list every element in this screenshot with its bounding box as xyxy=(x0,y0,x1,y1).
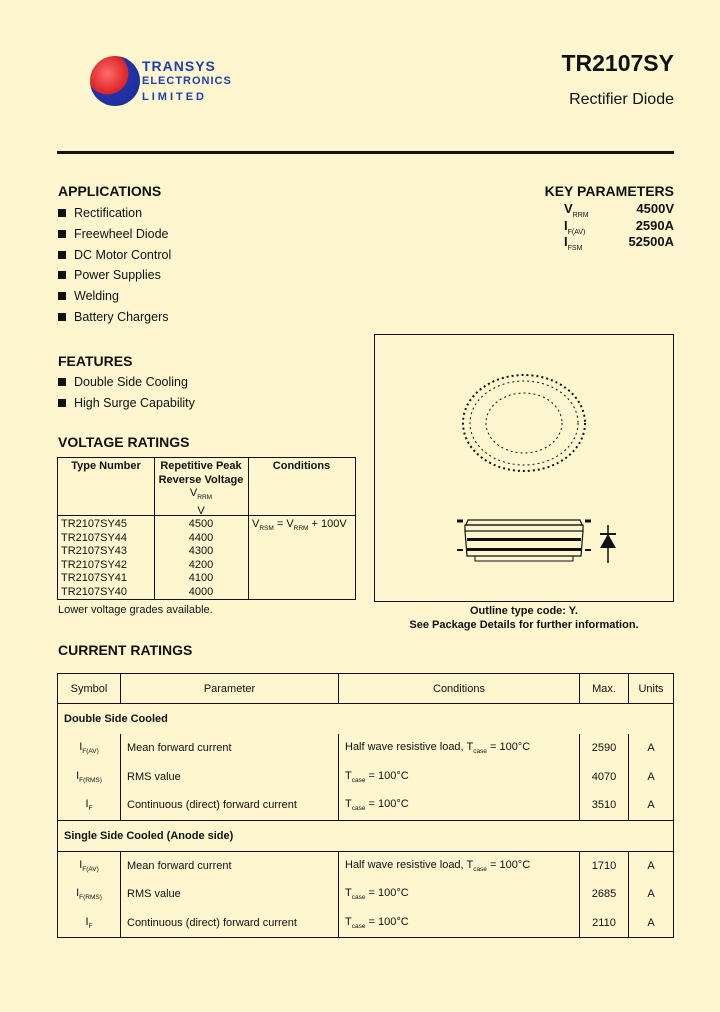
bullet-icon xyxy=(58,209,66,217)
table-header-row: Symbol Parameter Conditions Max. Units xyxy=(58,674,674,704)
part-subtitle: Rectifier Diode xyxy=(569,91,674,108)
bullet-icon xyxy=(58,292,66,300)
table-row: $I_{F(RMS)}$ RMS value $T_{case} = 100^\circ C$ 4070 A xyxy=(58,763,674,792)
globe-logo-icon xyxy=(90,56,140,106)
outline-caption-2: See Package Details for further information. xyxy=(409,619,639,631)
voltage-note: Lower voltage grades available. xyxy=(58,604,213,616)
bullet-icon xyxy=(58,399,66,407)
vt-header-type: Type Number xyxy=(71,460,141,472)
table-row: TR2107SY41 xyxy=(61,572,128,584)
table-row: $I_{F(RMS)}$ RMS value $T_{case} = 100^\circ C$ 2685 A xyxy=(58,880,674,909)
logo-line-2: ELECTRONICS xyxy=(142,75,232,87)
key-param-row: $I_{FSM}$ 52500A xyxy=(564,234,674,252)
application-item: Freewheel Diode xyxy=(58,224,171,245)
package-drawing xyxy=(375,335,672,600)
company-logo xyxy=(90,56,232,111)
feature-item: High Surge Capability xyxy=(58,393,195,414)
vt-header-conditions: Conditions xyxy=(272,460,331,472)
table-row: $I_{F(AV)}$ Mean forward current Half wave resistive load, $T_{case} = 100^\circ C$ 2590 A xyxy=(58,734,674,763)
features-list xyxy=(58,372,195,413)
features-heading: FEATURES xyxy=(58,353,133,369)
table-row: TR2107SY44 xyxy=(61,531,128,544)
table-row: $I_{F(AV)}$ Mean forward current Half wave resistive load, $T_{case} = 100^\circ C$ 1710 A xyxy=(58,851,674,880)
application-item: Battery Chargers xyxy=(58,306,171,327)
bullet-icon xyxy=(58,251,66,259)
key-param-row: $V_{RRM}$ 4500V xyxy=(564,201,674,219)
package-outline-figure xyxy=(374,334,674,602)
application-item: Power Supplies xyxy=(58,265,171,286)
table-row: TR2107SY45 xyxy=(61,518,128,530)
bullet-icon xyxy=(58,271,66,279)
application-item: DC Motor Control xyxy=(58,244,171,265)
logo-line-1: TRANSYS xyxy=(142,58,216,74)
applications-heading: APPLICATIONS xyxy=(58,183,162,199)
bullet-icon xyxy=(58,230,66,238)
current-ratings-table xyxy=(57,673,674,938)
bullet-icon xyxy=(58,378,66,386)
voltage-ratings-heading: VOLTAGE RATINGS xyxy=(58,434,190,450)
application-item: Welding xyxy=(58,286,171,307)
voltage-ratings-table xyxy=(57,457,356,600)
table-row: TR2107SY43 xyxy=(61,545,128,557)
table-row: $I_F$ Continuous (direct) forward current $T_{case} = 100^\circ C$ 3510 A xyxy=(58,791,674,820)
group-row: Single Side Cooled (Anode side) xyxy=(58,820,674,851)
outline-caption-1: Outline type code: Y. xyxy=(470,605,578,617)
diode-symbol-icon xyxy=(600,525,616,563)
application-item: Rectification xyxy=(58,203,171,224)
group-row: Double Side Cooled xyxy=(58,704,674,735)
bullet-icon xyxy=(58,313,66,321)
table-row: TR2107SY42 xyxy=(61,558,128,571)
logo-line-3: LIMITED xyxy=(142,91,207,103)
vt-type-column xyxy=(61,518,151,599)
vt-header-voltage: Repetitive Peak Reverse Voltage $V_{RRM}$ V xyxy=(158,460,244,517)
table-row: TR2107SY40 xyxy=(61,585,128,598)
key-parameters-heading: KEY PARAMETERS xyxy=(544,183,674,199)
vt-condition: $V_{RSM} = V_{RRM} + 100V$ xyxy=(252,518,347,532)
feature-item: Double Side Cooling xyxy=(58,372,195,393)
vt-voltage-column: 4500 4400 4300 4200 4100 4000 xyxy=(188,518,214,598)
key-param-row: $I_{F(AV)}$ 2590A xyxy=(564,218,674,236)
applications-list xyxy=(58,203,171,327)
header-divider xyxy=(57,151,674,154)
current-ratings-heading: CURRENT RATINGS xyxy=(58,642,193,658)
table-row: $I_F$ Continuous (direct) forward current $T_{case} = 100^\circ C$ 2110 A xyxy=(58,909,674,938)
part-number: TR2107SY xyxy=(561,50,674,76)
